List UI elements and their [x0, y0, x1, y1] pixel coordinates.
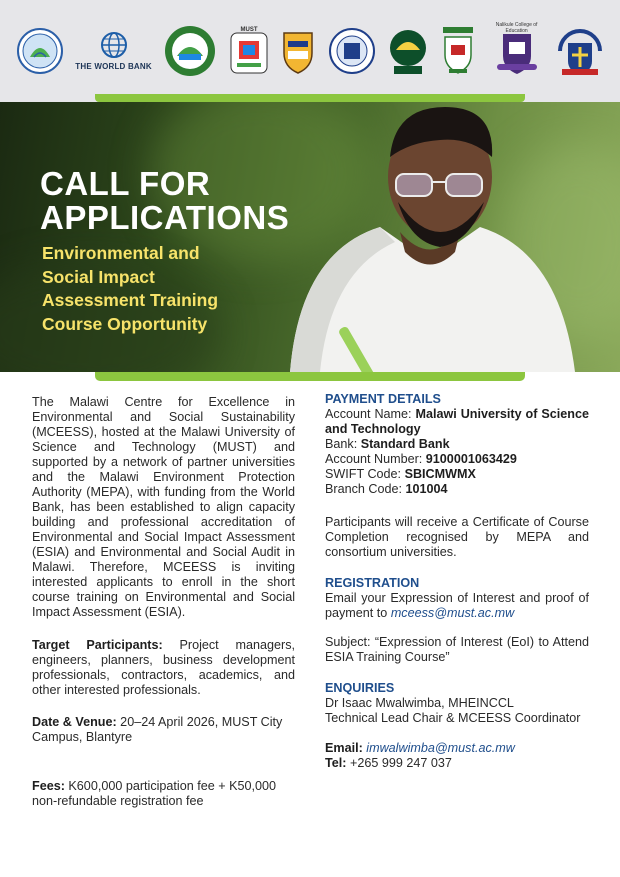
- university-arch-logo: [556, 25, 604, 77]
- account-name-value: Malawi University of Science and Technology: [325, 407, 589, 436]
- svg-text:MUST: MUST: [240, 27, 258, 33]
- account-name: [325, 407, 589, 437]
- accent-bar-bottom: [95, 372, 525, 381]
- hero-subtitle-line-1: Environmental and: [42, 243, 200, 263]
- enquiries-heading: ENQUIRIES: [325, 681, 395, 695]
- swift-label: SWIFT Code:: [325, 467, 405, 481]
- bank: [325, 437, 589, 452]
- swift-code: [325, 467, 589, 482]
- enquiries-email-link[interactable]: imwalwimba@must.ac.mw: [366, 741, 515, 755]
- account-number: [325, 452, 589, 467]
- account-name-label: Account Name:: [325, 407, 416, 421]
- hero-title-line-1: CALL FOR: [40, 165, 211, 202]
- hero-subtitle-line-4: Course Opportunity: [42, 313, 208, 334]
- luanar-seal-logo: [328, 27, 376, 75]
- enquiries-contact-name: Dr Isaac Mwalwimba, MHEINCCL: [325, 696, 514, 710]
- date-venue-text: 20–24 April 2026, MUST City Campus, Blantyre: [32, 715, 283, 744]
- account-number-label: Account Number:: [325, 452, 426, 466]
- enquiries-tel: [325, 756, 589, 771]
- date-venue: [32, 715, 295, 745]
- luanar-logo: [388, 26, 428, 76]
- intro-paragraph: The Malawi Centre for Excellence in Environmental and Social Sustainability (MCEESS), hosted at the Malawi University of Science and Technology (MUST) and supported by a network of partner universities and the Malawi Environment Protection Authority (MEPA), with funding from the World Bank, has been established to align capacity building and professional accreditation of Environmental and Social Impact Assessment (ESIA) and Environmental and Social Audit in Malawi. Therefore, MCEESS is inviting interested applicants to enroll in the short course training on Environmental and Social Impact Assessment (ESIA).: [32, 395, 295, 619]
- enquiries-tel-value: +265 999 247 037: [349, 756, 452, 770]
- hero-banner: [0, 102, 620, 372]
- hero-subtitle-line-3: Assessment Training: [42, 290, 219, 310]
- accent-bar-top: [95, 94, 525, 102]
- world-bank-logo: [75, 31, 152, 71]
- mceess-logo: [16, 27, 64, 75]
- university-crest-logo: [280, 27, 316, 75]
- left-column: [32, 395, 295, 822]
- fees-label: Fees:: [32, 779, 65, 793]
- date-venue-label: Date & Venue:: [32, 715, 117, 729]
- registration-email-link[interactable]: mceess@must.ac.mw: [390, 606, 515, 620]
- fees: [32, 779, 295, 809]
- branch-value: 101004: [405, 482, 448, 496]
- registration-heading: REGISTRATION: [325, 576, 420, 590]
- branch-label: Branch Code:: [325, 482, 406, 496]
- target-participants: [32, 638, 295, 698]
- world-bank-label: THE WORLD BANK: [75, 62, 152, 71]
- partner-logo-strip: [0, 0, 620, 102]
- target-participants-label: Target Participants:: [32, 638, 163, 652]
- target-participants-text: Project managers, engineers, planners, business development professionals, contractors, academics, and other interested professionals.: [32, 638, 295, 697]
- nalikule-college-logo: [489, 24, 545, 78]
- registration-instruction: Email your Expression of Interest and proof of payment to: [325, 591, 589, 620]
- college-crest-logo: [439, 25, 477, 77]
- enquiries-contact-role: Technical Lead Chair & MCEESS Coordinator: [325, 711, 581, 725]
- enquiries-email: [325, 741, 589, 756]
- payment-heading: PAYMENT DETAILS: [325, 392, 441, 406]
- hero-title-line-2: APPLICATIONS: [40, 199, 290, 236]
- enquiries-tel-label: Tel:: [325, 756, 350, 770]
- mepa-logo: [163, 24, 217, 78]
- nalikule-label: Nalikule College of Education: [495, 22, 538, 34]
- account-number-value: 9100001063429: [425, 452, 517, 466]
- fees-text: K600,000 participation fee + K50,000 non-refundable registration fee: [32, 779, 277, 808]
- hero-title: [40, 167, 289, 235]
- hero-subtitle: [42, 242, 282, 336]
- branch-code: [325, 482, 589, 497]
- must-logo: [229, 25, 269, 77]
- bank-label: Bank:: [325, 437, 361, 451]
- registration-subject: Subject: “Expression of Interest (EoI) to Attend ESIA Training Course”: [325, 635, 589, 664]
- enquiries-email-label: Email:: [325, 741, 367, 755]
- registration-text: [325, 591, 589, 621]
- bank-value: Standard Bank: [360, 437, 450, 451]
- hero-subtitle-line-2: Social Impact: [42, 266, 155, 287]
- right-column: [325, 392, 589, 771]
- swift-value: SBICMWMX: [404, 467, 476, 481]
- certificate-note: Participants will receive a Certificate of Course Completion recognised by MEPA and consortium universities.: [325, 515, 589, 559]
